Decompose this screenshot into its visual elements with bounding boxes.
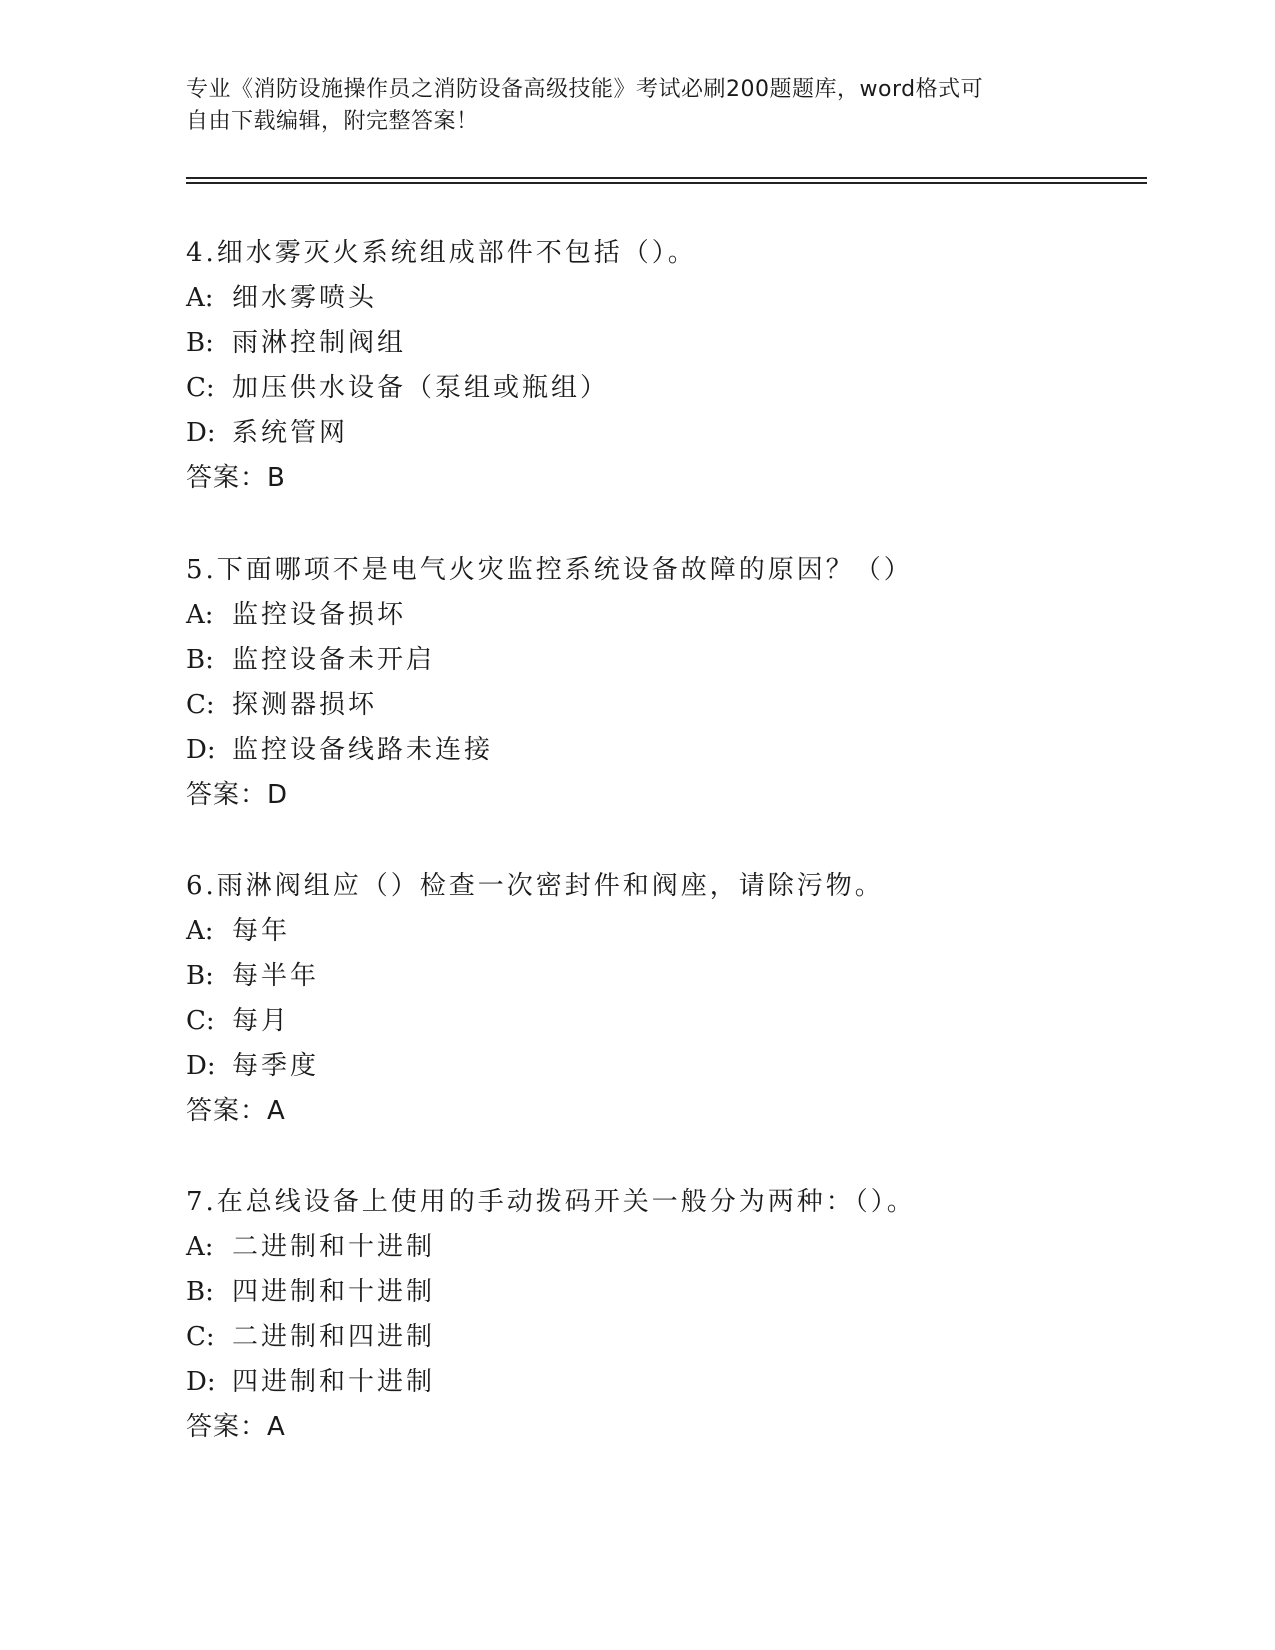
option-c <box>186 999 1146 1044</box>
option-text: 探测器损坏 <box>232 690 378 720</box>
option-key: C: <box>186 1006 215 1036</box>
header-line-1: 专业《消防设施操作员之消防设备高级技能》考试必刷200题题库，word格式可 <box>186 77 984 102</box>
option-b <box>186 1270 1146 1315</box>
option-key: D: <box>186 735 216 765</box>
option-key: C: <box>186 1322 215 1352</box>
option-text: 二进制和十进制 <box>232 1232 436 1262</box>
option-text: 每月 <box>232 1006 291 1036</box>
option-b <box>186 954 1146 999</box>
document-header <box>186 74 1066 138</box>
option-c <box>186 1315 1146 1360</box>
option-key: D: <box>186 1051 216 1081</box>
question-5 <box>186 548 1146 818</box>
option-key: B: <box>186 645 214 675</box>
option-a <box>186 909 1146 954</box>
option-c <box>186 683 1146 728</box>
option-a <box>186 1225 1146 1270</box>
answer-label: 答案：B <box>186 463 286 493</box>
option-text: 系统管网 <box>232 418 349 448</box>
option-key: C: <box>186 373 215 403</box>
question-stem: 5.下面哪项不是电气火灾监控系统设备故障的原因？（） <box>186 555 913 585</box>
option-key: D: <box>186 1367 216 1397</box>
option-key: B: <box>186 961 214 991</box>
option-key: B: <box>186 328 214 358</box>
question-stem: 4.细水雾灭火系统组成部件不包括（）。 <box>186 238 697 268</box>
option-c <box>186 366 1146 411</box>
option-a <box>186 276 1146 321</box>
question-7 <box>186 1180 1146 1450</box>
option-key: A: <box>186 916 214 946</box>
option-d <box>186 411 1146 456</box>
question-stem: 7.在总线设备上使用的手动拨码开关一般分为两种：（）。 <box>186 1187 916 1217</box>
question-6 <box>186 864 1146 1134</box>
option-text: 加压供水设备（泵组或瓶组） <box>232 373 610 403</box>
option-key: A: <box>186 600 214 630</box>
option-b <box>186 321 1146 366</box>
option-text: 每半年 <box>232 961 320 991</box>
option-d <box>186 1044 1146 1089</box>
option-text: 每年 <box>232 916 291 946</box>
answer-label: 答案：A <box>186 1412 286 1442</box>
answer-label: 答案：D <box>186 780 289 810</box>
option-text: 四进制和十进制 <box>232 1277 436 1307</box>
option-key: A: <box>186 283 214 313</box>
option-text: 监控设备线路未连接 <box>232 735 494 765</box>
option-b <box>186 638 1146 683</box>
header-line-2: 自由下载编辑，附完整答案！ <box>186 109 479 134</box>
option-text: 四进制和十进制 <box>232 1367 436 1397</box>
header-divider-top <box>186 177 1147 179</box>
option-a <box>186 593 1146 638</box>
option-text: 监控设备未开启 <box>232 645 436 675</box>
option-key: C: <box>186 690 215 720</box>
question-4 <box>186 231 1146 501</box>
option-key: A: <box>186 1232 214 1262</box>
answer-label: 答案：A <box>186 1096 286 1126</box>
question-stem: 6.雨淋阀组应（）检查一次密封件和阀座，请除污物。 <box>186 871 884 901</box>
option-key: B: <box>186 1277 214 1307</box>
option-d <box>186 728 1146 773</box>
option-text: 监控设备损坏 <box>232 600 407 630</box>
option-text: 二进制和四进制 <box>232 1322 436 1352</box>
option-text: 雨淋控制阀组 <box>232 328 407 358</box>
header-divider-bottom <box>186 182 1147 184</box>
option-d <box>186 1360 1146 1405</box>
option-text: 细水雾喷头 <box>232 283 378 313</box>
option-text: 每季度 <box>232 1051 320 1081</box>
option-key: D: <box>186 418 216 448</box>
